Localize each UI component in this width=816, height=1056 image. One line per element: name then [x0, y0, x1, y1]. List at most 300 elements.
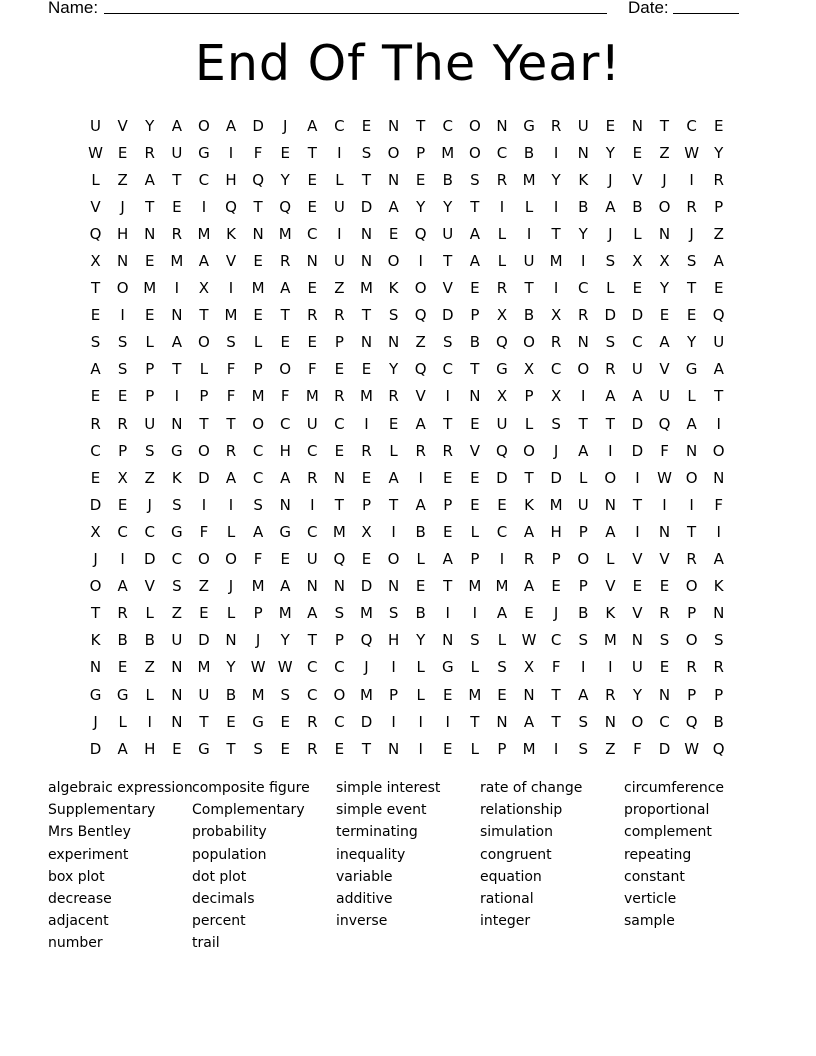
grid-letter: N: [171, 712, 183, 731]
word-list-item: adjacent: [48, 913, 109, 930]
word-list-item: complement: [624, 824, 712, 841]
grid-letter: M: [522, 739, 536, 758]
grid-letter: C: [686, 116, 697, 135]
grid-letter: I: [201, 197, 207, 216]
grid-letter: A: [415, 495, 426, 514]
grid-letter: A: [605, 522, 616, 541]
grid-letter: S: [578, 739, 588, 758]
grid-letter: C: [144, 522, 155, 541]
word-list-item: decrease: [48, 891, 112, 908]
grid-letter: T: [470, 197, 480, 216]
grid-letter: O: [685, 468, 698, 487]
date-blank-line[interactable]: [673, 13, 739, 14]
word-list-item: algebraic expression: [48, 780, 193, 796]
grid-letter: R: [144, 143, 155, 162]
grid-letter: I: [581, 252, 586, 271]
word-search-grid: [82, 112, 732, 762]
grid-letter: X: [632, 252, 643, 271]
grid-letter: F: [199, 522, 209, 541]
grid-letter: E: [90, 387, 101, 406]
grid-letter: O: [414, 279, 427, 298]
grid-letter: Q: [333, 550, 346, 569]
grid-letter: X: [551, 387, 562, 406]
grid-letter: K: [171, 468, 182, 487]
grid-letter: Y: [687, 333, 697, 352]
grid-letter: I: [201, 495, 207, 514]
grid-letter: A: [171, 116, 182, 135]
grid-row: [82, 329, 732, 356]
grid-letter: M: [441, 143, 455, 162]
grid-letter: N: [252, 224, 264, 243]
grid-letter: L: [497, 224, 507, 243]
grid-letter: C: [307, 441, 318, 460]
grid-letter: V: [225, 252, 237, 271]
grid-letter: Y: [659, 279, 670, 298]
grid-letter: O: [116, 279, 129, 298]
grid-letter: K: [388, 279, 399, 298]
grid-letter: D: [360, 577, 373, 596]
grid-letter: V: [659, 550, 670, 569]
grid-letter: T: [551, 224, 561, 243]
grid-letter: F: [226, 360, 236, 379]
grid-letter: R: [686, 550, 697, 569]
grid-row: [82, 708, 732, 735]
grid-letter: D: [360, 712, 373, 731]
word-list-item: sample: [624, 913, 675, 930]
grid-letter: C: [550, 360, 562, 379]
grid-letter: Z: [713, 224, 724, 243]
grid-letter: Q: [89, 224, 102, 243]
grid-letter: S: [605, 333, 616, 352]
grid-letter: Z: [334, 279, 345, 298]
grid-letter: B: [713, 712, 724, 731]
grid-letter: N: [171, 414, 183, 433]
word-list-item: trail: [192, 935, 220, 952]
grid-letter: R: [659, 604, 670, 623]
grid-letter: L: [226, 604, 236, 623]
grid-letter: K: [713, 577, 724, 596]
grid-letter: Q: [279, 197, 292, 216]
grid-letter: D: [631, 441, 644, 460]
grid-letter: L: [470, 522, 480, 541]
grid-letter: S: [659, 631, 670, 650]
grid-letter: N: [577, 333, 589, 352]
word-list-item: simple interest: [336, 780, 441, 796]
grid-letter: T: [388, 495, 399, 514]
grid-letter: N: [144, 224, 156, 243]
grid-letter: O: [631, 712, 644, 731]
grid-letter: N: [171, 685, 183, 704]
grid-letter: A: [198, 252, 210, 271]
grid-letter: C: [307, 685, 318, 704]
word-list-item: terminating: [336, 824, 418, 841]
grid-letter: L: [470, 739, 480, 758]
grid-letter: V: [442, 279, 453, 298]
grid-letter: G: [89, 685, 102, 704]
grid-letter: T: [443, 252, 453, 271]
grid-letter: T: [361, 170, 372, 189]
grid-letter: I: [553, 143, 559, 162]
grid-letter: X: [659, 252, 670, 271]
grid-letter: T: [172, 360, 182, 379]
grid-letter: E: [307, 279, 318, 298]
grid-letter: I: [418, 712, 423, 731]
grid-letter: I: [174, 279, 180, 298]
grid-letter: O: [387, 550, 400, 569]
grid-letter: Q: [252, 170, 265, 189]
grid-letter: N: [604, 712, 616, 731]
grid-letter: R: [307, 468, 318, 487]
grid-letter: L: [606, 550, 615, 569]
grid-letter: N: [523, 685, 535, 704]
grid-row: [82, 654, 732, 681]
grid-letter: O: [577, 360, 590, 379]
grid-letter: A: [307, 116, 318, 135]
grid-letter: E: [117, 495, 128, 514]
grid-letter: E: [632, 577, 643, 596]
grid-letter: L: [91, 170, 100, 189]
grid-letter: N: [89, 658, 102, 677]
grid-letter: C: [307, 522, 318, 541]
grid-letter: X: [551, 306, 562, 325]
grid-letter: Y: [416, 197, 426, 216]
grid-letter: I: [364, 414, 369, 433]
grid-letter: N: [631, 631, 644, 650]
grid-letter: O: [685, 577, 698, 596]
grid-letter: N: [387, 116, 400, 135]
grid-letter: I: [418, 252, 423, 271]
grid-letter: S: [713, 631, 724, 650]
grid-letter: W: [684, 143, 700, 162]
grid-letter: S: [551, 414, 561, 433]
grid-letter: P: [578, 522, 588, 541]
grid-letter: K: [524, 495, 534, 514]
grid-letter: J: [93, 550, 98, 569]
grid-letter: A: [117, 739, 128, 758]
word-list-item: equation: [480, 868, 542, 885]
grid-letter: F: [307, 360, 317, 379]
grid-letter: E: [659, 577, 670, 596]
grid-letter: E: [388, 414, 399, 433]
grid-letter: I: [391, 712, 396, 731]
grid-row: [82, 491, 732, 518]
grid-letter: P: [524, 387, 534, 406]
grid-letter: Y: [443, 197, 453, 216]
grid-letter: A: [713, 550, 724, 569]
grid-letter: A: [442, 550, 453, 569]
grid-letter: I: [472, 604, 478, 623]
word-column: [192, 777, 336, 955]
grid-letter: Z: [415, 333, 426, 352]
grid-letter: A: [523, 577, 535, 596]
grid-letter: V: [144, 577, 155, 596]
grid-letter: R: [686, 197, 697, 216]
grid-letter: E: [497, 685, 507, 704]
word-list-item: congruent: [480, 846, 552, 863]
grid-letter: N: [333, 468, 345, 487]
grid-letter: L: [416, 550, 425, 569]
grid-letter: A: [117, 577, 128, 596]
grid-letter: B: [578, 604, 589, 623]
grid-letter: N: [306, 577, 318, 596]
word-list-item: Supplementary: [48, 802, 156, 819]
grid-letter: P: [578, 577, 588, 596]
grid-letter: U: [523, 252, 535, 271]
grid-letter: N: [171, 658, 183, 677]
grid-letter: S: [578, 631, 588, 650]
grid-letter: B: [523, 306, 535, 325]
grid-letter: L: [416, 685, 425, 704]
grid-letter: B: [415, 522, 426, 541]
grid-letter: C: [334, 712, 345, 731]
grid-letter: T: [334, 495, 344, 514]
grid-letter: E: [443, 522, 453, 541]
grid-letter: M: [522, 170, 536, 189]
grid-letter: M: [603, 631, 617, 650]
name-label: Name:: [48, 0, 99, 17]
grid-letter: I: [608, 441, 613, 460]
grid-letter: O: [604, 468, 617, 487]
grid-letter: L: [470, 658, 480, 677]
grid-letter: G: [523, 116, 535, 135]
grid-letter: E: [334, 739, 345, 758]
grid-letter: C: [496, 143, 508, 162]
grid-letter: R: [90, 414, 101, 433]
grid-letter: T: [416, 116, 426, 135]
grid-letter: P: [199, 387, 209, 406]
grid-letter: T: [280, 306, 290, 325]
grid-row: [82, 464, 732, 491]
grid-letter: E: [226, 712, 236, 731]
grid-letter: I: [689, 495, 694, 514]
grid-letter: A: [632, 387, 643, 406]
grid-letter: G: [685, 360, 698, 379]
word-list-item: circumference: [624, 780, 725, 796]
grid-letter: E: [361, 116, 372, 135]
grid-letter: R: [361, 441, 372, 460]
grid-letter: H: [117, 224, 129, 243]
grid-letter: A: [523, 522, 535, 541]
grid-letter: E: [253, 306, 263, 325]
grid-letter: E: [470, 279, 480, 298]
grid-letter: S: [388, 306, 399, 325]
grid-letter: Q: [658, 414, 671, 433]
grid-row: [82, 600, 732, 627]
grid-letter: Y: [416, 631, 426, 650]
grid-letter: E: [280, 712, 290, 731]
grid-letter: E: [632, 143, 643, 162]
word-list-item: box plot: [48, 868, 105, 885]
grid-letter: I: [526, 224, 532, 243]
grid-letter: E: [117, 387, 128, 406]
grid-letter: R: [307, 306, 318, 325]
grid-letter: T: [361, 306, 372, 325]
grid-letter: A: [469, 224, 480, 243]
grid-letter: U: [631, 658, 643, 677]
grid-letter: E: [713, 116, 724, 135]
grid-letter: D: [89, 739, 102, 758]
grid-letter: N: [171, 306, 183, 325]
word-list-item: inequality: [336, 846, 406, 863]
grid-letter: B: [578, 197, 589, 216]
grid-row: [82, 166, 732, 193]
word-list-item: simple event: [336, 802, 427, 819]
grid-letter: O: [89, 577, 102, 596]
grid-letter: T: [307, 143, 317, 162]
grid-letter: O: [468, 143, 481, 162]
grid-letter: C: [252, 441, 264, 460]
grid-letter: Y: [632, 685, 642, 704]
grid-letter: R: [307, 712, 318, 731]
word-list-item: percent: [192, 913, 246, 930]
grid-letter: S: [605, 252, 616, 271]
grid-row: [82, 220, 732, 247]
grid-letter: V: [90, 197, 101, 216]
grid-letter: D: [631, 414, 644, 433]
grid-letter: K: [90, 631, 101, 650]
grid-letter: Y: [578, 224, 588, 243]
grid-letter: G: [252, 712, 264, 731]
grid-letter: P: [389, 685, 399, 704]
grid-letter: J: [93, 712, 98, 731]
grid-letter: T: [524, 468, 534, 487]
name-blank-line[interactable]: [104, 13, 607, 14]
grid-letter: E: [280, 333, 290, 352]
grid-letter: T: [443, 414, 453, 433]
grid-letter: R: [578, 306, 589, 325]
grid-letter: R: [550, 116, 562, 135]
grid-letter: U: [171, 631, 183, 650]
grid-letter: P: [145, 387, 155, 406]
grid-letter: L: [335, 170, 344, 189]
grid-letter: P: [253, 604, 263, 623]
grid-letter: Y: [226, 658, 236, 677]
grid-letter: O: [712, 441, 725, 460]
grid-letter: I: [635, 468, 640, 487]
grid-letter: E: [172, 197, 182, 216]
grid-row: [82, 383, 732, 410]
grid-letter: N: [658, 522, 671, 541]
grid-letter: S: [388, 604, 399, 623]
grid-letter: S: [117, 360, 128, 379]
grid-letter: K: [578, 170, 589, 189]
word-list-item: Mrs Bentley: [48, 824, 131, 841]
grid-row: [82, 437, 732, 464]
grid-letter: H: [550, 522, 562, 541]
grid-letter: M: [197, 658, 211, 677]
grid-letter: N: [658, 224, 671, 243]
grid-letter: E: [280, 143, 290, 162]
grid-letter: U: [577, 495, 589, 514]
word-list-item: decimals: [192, 891, 255, 908]
grid-letter: N: [496, 116, 508, 135]
grid-letter: O: [279, 360, 292, 379]
grid-letter: E: [172, 739, 182, 758]
grid-letter: E: [280, 550, 290, 569]
word-list-item: number: [48, 935, 103, 952]
grid-letter: P: [361, 495, 371, 514]
grid-letter: A: [280, 577, 291, 596]
grid-letter: N: [387, 577, 400, 596]
grid-letter: Q: [360, 631, 373, 650]
grid-letter: N: [117, 252, 129, 271]
grid-letter: U: [333, 252, 345, 271]
grid-letter: S: [334, 604, 345, 623]
word-list-item: variable: [336, 868, 393, 885]
grid-letter: O: [468, 116, 481, 135]
grid-letter: T: [551, 712, 561, 731]
grid-letter: C: [90, 441, 101, 460]
grid-letter: N: [387, 739, 400, 758]
grid-letter: D: [143, 550, 156, 569]
grid-letter: L: [579, 468, 588, 487]
grid-letter: O: [387, 143, 400, 162]
grid-letter: T: [361, 739, 372, 758]
grid-letter: U: [144, 414, 156, 433]
grid-letter: O: [577, 550, 590, 569]
grid-letter: I: [581, 658, 586, 677]
grid-letter: M: [360, 604, 373, 623]
word-list-item: probability: [192, 824, 267, 841]
word-list-item: repeating: [624, 846, 692, 863]
grid-letter: T: [551, 685, 561, 704]
grid-letter: L: [253, 333, 263, 352]
grid-letter: S: [361, 143, 372, 162]
grid-letter: D: [198, 631, 210, 650]
grid-letter: Y: [551, 170, 561, 189]
word-list-item: rate of change: [480, 780, 583, 796]
grid-letter: C: [577, 279, 589, 298]
grid-letter: H: [279, 441, 291, 460]
grid-letter: N: [360, 224, 373, 243]
grid-letter: P: [497, 739, 507, 758]
grid-letter: Y: [280, 170, 290, 189]
grid-letter: I: [228, 279, 234, 298]
grid-letter: F: [280, 387, 290, 406]
grid-letter: A: [307, 604, 318, 623]
grid-letter: J: [662, 170, 667, 189]
grid-letter: T: [687, 522, 697, 541]
grid-letter: P: [470, 306, 480, 325]
grid-letter: N: [225, 631, 237, 650]
grid-letter: C: [117, 522, 128, 541]
grid-letter: P: [443, 495, 453, 514]
grid-letter: X: [523, 360, 535, 379]
grid-letter: J: [553, 441, 559, 460]
grid-letter: A: [469, 252, 480, 271]
grid-letter: U: [171, 143, 183, 162]
grid-letter: E: [415, 170, 426, 189]
grid-letter: S: [470, 631, 480, 650]
grid-row: [82, 112, 732, 139]
grid-letter: Y: [388, 360, 399, 379]
grid-letter: J: [255, 631, 261, 650]
grid-letter: V: [632, 170, 643, 189]
grid-letter: I: [716, 522, 721, 541]
grid-letter: A: [578, 441, 589, 460]
grid-letter: Z: [171, 604, 182, 623]
word-list-item: verticle: [624, 891, 677, 908]
grid-letter: A: [605, 387, 616, 406]
word-list-item: proportional: [624, 802, 710, 819]
word-list: [48, 777, 768, 955]
grid-letter: E: [470, 495, 480, 514]
grid-letter: V: [605, 577, 616, 596]
word-list-item: rational: [480, 891, 534, 908]
grid-letter: E: [443, 468, 453, 487]
grid-letter: L: [524, 197, 534, 216]
grid-letter: I: [553, 279, 559, 298]
